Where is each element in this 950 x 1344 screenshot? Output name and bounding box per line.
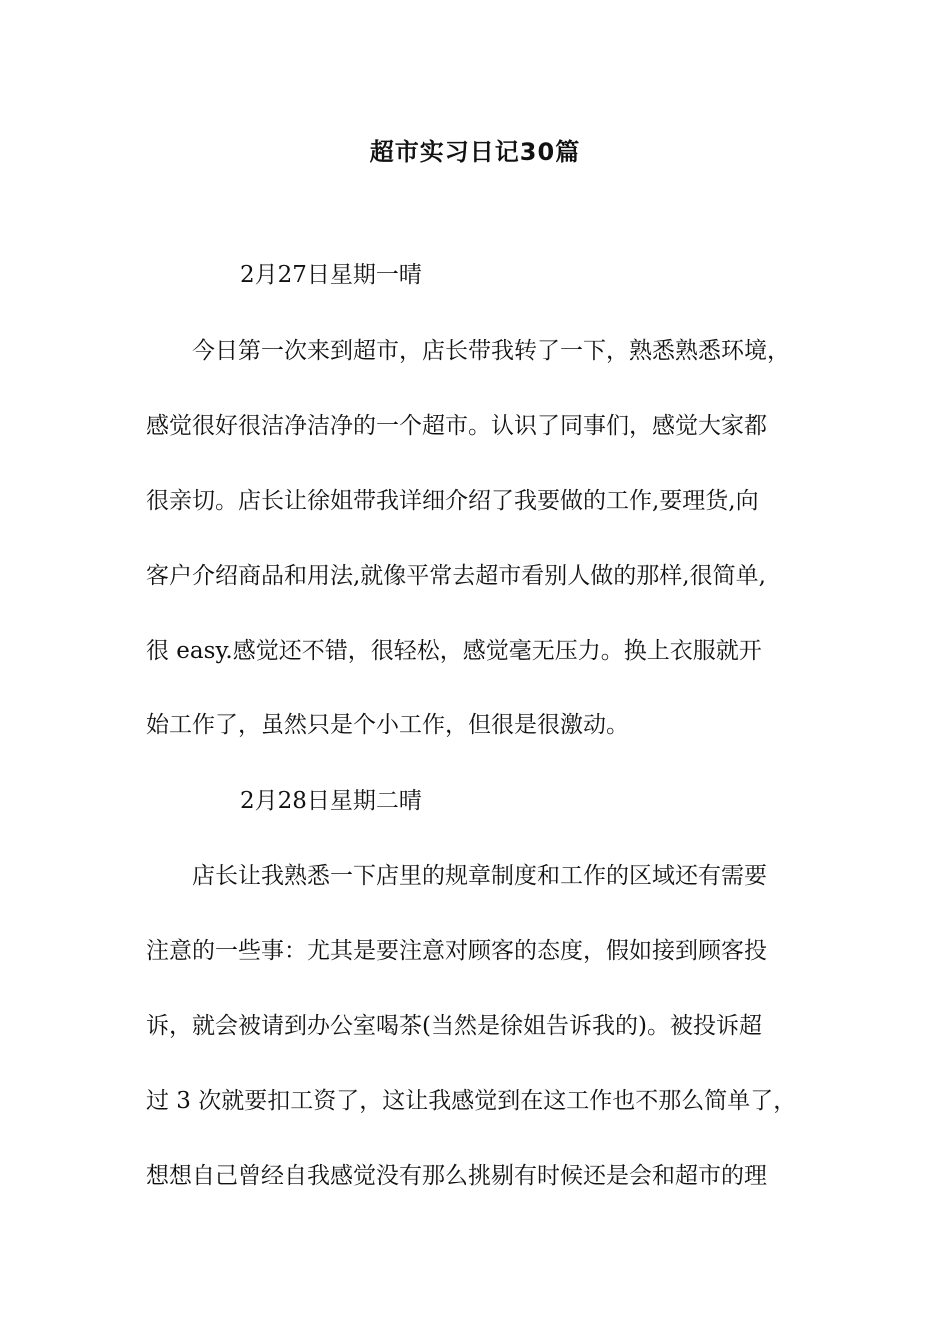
paragraph-line: 客户介绍商品和用法,就像平常去超市看别人做的那样,很简单, bbox=[146, 563, 766, 589]
paragraph-line: 诉，就会被请到办公室喝茶(当然是徐姐告诉我的)。被投诉超 bbox=[146, 1013, 762, 1039]
paragraph-line: 始工作了，虽然只是个小工作，但很是很激动。 bbox=[146, 712, 629, 738]
paragraph-line: 感觉很好很洁净洁净的一个超市。认识了同事们，感觉大家都 bbox=[146, 413, 767, 439]
document-title: 超市实习日记30篇 bbox=[369, 138, 581, 166]
paragraph-line: 很 easy.感觉还不错，很轻松，感觉毫无压力。换上衣服就开 bbox=[146, 638, 762, 664]
paragraph-line: 很亲切。店长让徐姐带我详细介绍了我要做的工作,要理货,向 bbox=[146, 488, 759, 514]
paragraph-line: 注意的一些事：尤其是要注意对顾客的态度，假如接到顾客投 bbox=[146, 938, 767, 964]
diary-date-feb27: 2月27日星期一晴 bbox=[240, 262, 422, 288]
paragraph-line: 今日第一次来到超市，店长带我转了一下，熟悉熟悉环境， bbox=[192, 338, 790, 364]
diary-date-feb28: 2月28日星期二晴 bbox=[240, 788, 422, 814]
paragraph-line: 过 3 次就要扣工资了，这让我感觉到在这工作也不那么简单了， bbox=[146, 1088, 797, 1114]
paragraph-line: 想想自己曾经自我感觉没有那么挑剔有时候还是会和超市的理 bbox=[146, 1163, 767, 1189]
paragraph-line: 店长让我熟悉一下店里的规章制度和工作的区域还有需要 bbox=[192, 863, 767, 889]
